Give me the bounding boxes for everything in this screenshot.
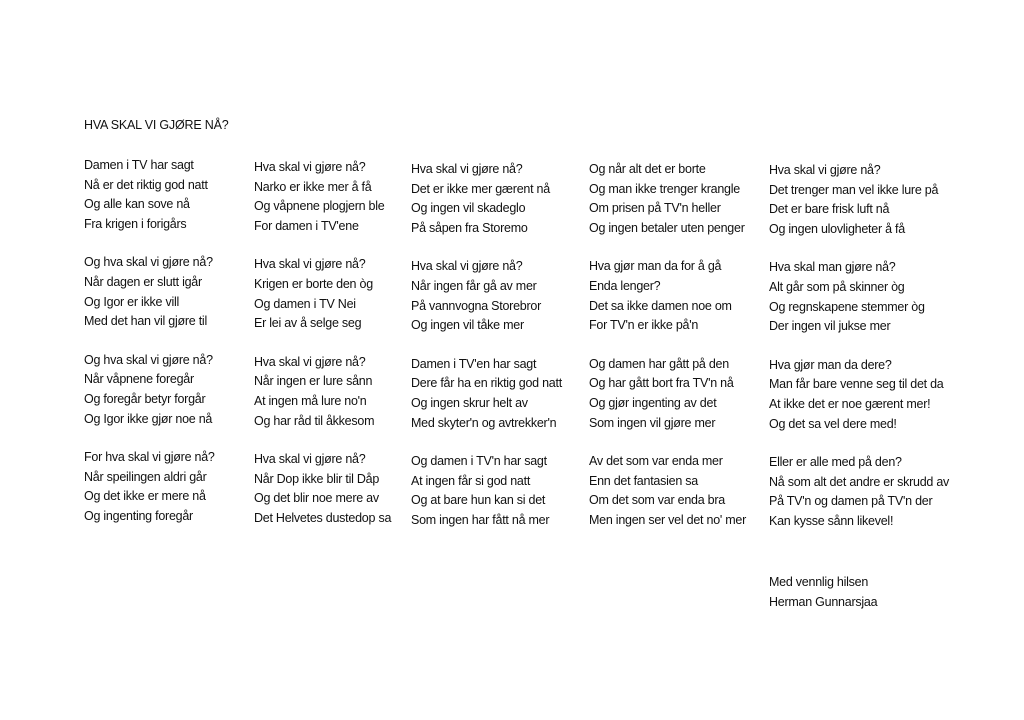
poem-line: Når ingen får gå av mer — [411, 278, 537, 293]
poem-line: Hva skal vi gjøre nå? — [411, 259, 523, 274]
poem-line: Og hva skal vi gjøre nå? — [84, 255, 213, 270]
stanza — [411, 452, 562, 530]
poem-line: Når dagen er slutt igår — [84, 274, 202, 289]
poem-line: Hva skal vi gjøre nå? — [254, 354, 366, 369]
poem-line: Med skyter'n og avtrekker'n — [411, 415, 557, 430]
poem-line: Det trenger man vel ikke lure på — [769, 182, 939, 197]
poem-line: Og det ikke er mere nå — [84, 489, 206, 504]
poem-line: Og at bare hun kan si det — [411, 493, 546, 508]
poem-line: Kan kysse sånn likevel! — [769, 513, 894, 528]
poem-line: Men ingen ser vel det no' mer — [589, 512, 747, 527]
poem-line: Eller er alle med på den? — [769, 455, 902, 470]
poem-line: Og foregår betyr forgår — [84, 391, 206, 406]
poem-line: Der ingen vil jukse mer — [769, 319, 891, 334]
poem-line: Enn det fantasien sa — [589, 473, 698, 488]
poem-line: Og det sa vel dere med! — [769, 416, 897, 431]
poem-line: Hva gjør man da for å gå — [589, 259, 722, 274]
poem-column-1 — [84, 156, 215, 546]
poem-line: Og ingen skrur helt av — [411, 395, 528, 410]
poem-line: Krigen er borte den òg — [254, 276, 373, 291]
stanza — [769, 258, 949, 336]
stanza — [254, 255, 391, 333]
signoff-greeting: Med vennlig hilsen — [769, 575, 869, 589]
stanza — [769, 356, 949, 434]
poem-line: Dere får ha en riktig god natt — [411, 376, 562, 391]
poem-line: Og ingen vil tåke mer — [411, 318, 524, 333]
poem-column-2 — [254, 158, 391, 548]
poem-line: Og regnskapene stemmer òg — [769, 299, 925, 314]
poem-line: Som ingen vil gjøre mer — [589, 415, 716, 430]
poem-line: På vannvogna Storebror — [411, 298, 542, 313]
poem-line: Hva skal man gjøre nå? — [769, 260, 896, 275]
poem-line: Og damen i TV'n har sagt — [411, 454, 547, 469]
poem-line: Hva skal vi gjøre nå? — [769, 163, 881, 177]
poem-line: Når ingen er lure sånn — [254, 374, 373, 389]
poem-line: Og damen i TV Nei — [254, 296, 356, 311]
poem-column-5 — [769, 161, 949, 551]
poem-line: Og har råd til åkkesom — [254, 413, 375, 428]
poem-line: På såpen fra Storemo — [411, 220, 528, 235]
poem-line: Hva skal vi gjøre nå? — [254, 452, 366, 467]
signoff — [769, 573, 877, 612]
poem-line: Når speilingen aldri går — [84, 469, 207, 484]
poem-line: Nå som alt det andre er skrudd av — [769, 474, 950, 489]
stanza — [411, 257, 562, 335]
poem-column-3 — [411, 160, 562, 550]
poem-line: Og våpnene plogjern ble — [254, 199, 385, 214]
stanza — [84, 156, 215, 234]
poem-line: Som ingen har fått nå mer — [411, 512, 550, 527]
poem-line: Hva skal vi gjøre nå? — [254, 257, 366, 272]
poem-line: Enda lenger? — [589, 278, 661, 293]
poem-line: Fra krigen i forigårs — [84, 216, 187, 231]
poem-line: For hva skal vi gjøre nå? — [84, 450, 215, 465]
poem-line: Når våpnene foregår — [84, 372, 194, 387]
stanza — [411, 355, 562, 433]
poem-line: På TV'n og damen på TV'n der — [769, 494, 933, 509]
poem-line: Alt går som på skinner òg — [769, 279, 905, 294]
stanza — [84, 448, 215, 526]
stanza — [254, 158, 391, 236]
poem-line: Om prisen på TV'n heller — [589, 201, 721, 216]
stanza — [589, 257, 746, 335]
poem-line: Det er ikke mer gærent nå — [411, 181, 550, 196]
poem-line: At ingen får si god natt — [411, 473, 531, 488]
stanza — [769, 453, 949, 531]
poem-line: Og damen har gått på den — [589, 356, 729, 371]
poem-line: Det sa ikke damen noe om — [589, 298, 732, 313]
stanza — [411, 160, 562, 238]
poem-line: Og det blir noe mere av — [254, 491, 379, 506]
poem-line: At ingen må lure no'n — [254, 393, 367, 408]
poem-line: Og hva skal vi gjøre nå? — [84, 352, 213, 367]
poem-line: Og man ikke trenger krangle — [589, 181, 740, 196]
poem-line: Og alle kan sove nå — [84, 197, 190, 212]
poem-line: Og ingen vil skadeglo — [411, 201, 526, 216]
poem-line: For damen i TV'ene — [254, 218, 359, 233]
poem-line: Hva skal vi gjøre nå? — [254, 160, 366, 174]
poem-line: Man får bare venne seg til det da — [769, 377, 944, 392]
poem-line: Hva gjør man da dere? — [769, 357, 892, 372]
stanza — [589, 452, 746, 530]
poem-line: Og gjør ingenting av det — [589, 395, 717, 410]
poem-line: Og Igor ikke gjør noe nå — [84, 411, 213, 426]
poem-line: Er lei av å selge seg — [254, 316, 362, 331]
stanza — [254, 353, 391, 431]
poem-line: Hva skal vi gjøre nå? — [411, 162, 523, 176]
stanza — [84, 351, 215, 429]
poem-line: Damen i TV'en har sagt — [411, 356, 537, 371]
poem-line: Narko er ikke mer å få — [254, 179, 372, 194]
poem-line: For TV'n er ikke på'n — [589, 318, 699, 333]
poem-line: Når Dop ikke blir til Dåp — [254, 471, 380, 486]
poem-line: Og Igor er ikke vill — [84, 294, 180, 309]
stanza — [589, 160, 746, 238]
poem-line: At ikke det er noe gærent mer! — [769, 396, 931, 411]
poem-line: Om det som var enda bra — [589, 493, 725, 508]
poem-line: Nå er det riktig god natt — [84, 177, 208, 192]
poem-line: Av det som var enda mer — [589, 454, 723, 469]
poem-line: Det er bare frisk luft nå — [769, 202, 890, 217]
poem-line: Det Helvetes dustedop sa — [254, 510, 392, 525]
poem-title: HVA SKAL VI GJØRE NÅ? — [84, 118, 229, 132]
poem-line: Og ingen ulovligheter å få — [769, 221, 905, 236]
poem-column-4 — [589, 160, 746, 550]
poem-line: Med det han vil gjøre til — [84, 314, 207, 329]
poem-line: Damen i TV har sagt — [84, 158, 194, 172]
poem-line: Og ingen betaler uten penger — [589, 220, 745, 235]
stanza — [254, 450, 391, 528]
poem-line: Og når alt det er borte — [589, 162, 706, 176]
stanza — [84, 253, 215, 331]
stanza — [769, 161, 949, 239]
stanza — [589, 355, 746, 433]
signoff-name: Herman Gunnarsjaa — [769, 594, 878, 609]
poem-line: Og har gått bort fra TV'n nå — [589, 376, 734, 391]
poem-line: Og ingenting foregår — [84, 508, 193, 523]
